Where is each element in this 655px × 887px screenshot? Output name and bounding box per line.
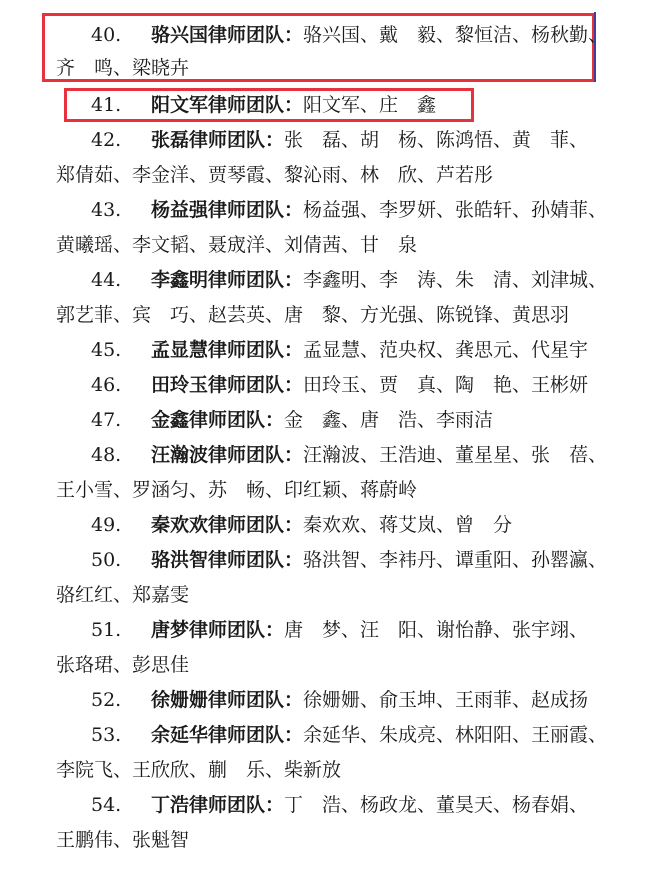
entry-number: 45. — [91, 339, 122, 361]
member-names: 黄曦瑶、李文韬、聂宬洋、刘倩茜、甘 泉 — [56, 234, 418, 256]
member-names: 余延华、朱成亮、林阳阳、王丽霞、 — [303, 724, 608, 746]
entry-line-46-a — [91, 368, 588, 402]
entry-line-43-b — [56, 228, 417, 262]
entry-number: 49. — [91, 514, 122, 536]
team-name: 杨益强律师团队： — [151, 199, 304, 221]
member-names: 金 鑫、唐 浩、李雨洁 — [284, 409, 494, 431]
team-name: 田玲玉律师团队： — [151, 374, 304, 396]
entry-number: 48. — [91, 444, 122, 466]
entry-number: 52. — [91, 689, 122, 711]
entry-number: 51. — [91, 619, 122, 641]
entry-number: 40. — [91, 24, 122, 46]
team-name: 唐梦律师团队： — [151, 619, 285, 641]
member-names: 徐姗姗、俞玉坤、王雨菲、赵成扬 — [303, 689, 589, 711]
entry-line-47-a — [91, 403, 493, 437]
entry-line-53-a — [91, 718, 607, 752]
team-name: 金鑫律师团队： — [151, 409, 285, 431]
member-names: 郑倩茹、李金洋、贾琴霞、黎沁雨、林 欣、芦若彤 — [56, 164, 494, 186]
entry-line-49-a — [91, 508, 512, 542]
entry-line-41-a — [91, 88, 436, 122]
member-names: 汪瀚波、王浩迪、董星星、张 蓓、 — [303, 444, 608, 466]
team-name: 骆兴国律师团队： — [151, 24, 304, 46]
member-names: 唐 梦、汪 阳、谢怡静、张宇翊、 — [284, 619, 589, 641]
entry-line-50-b — [56, 578, 189, 612]
entry-line-53-b — [56, 753, 341, 787]
team-name: 阳文军律师团队： — [151, 94, 304, 116]
member-names: 齐 鸣、梁晓卉 — [56, 57, 190, 79]
entry-line-48-a — [91, 438, 607, 472]
member-names: 丁 浩、杨政龙、董昊天、杨春娟、 — [284, 794, 589, 816]
team-name: 丁浩律师团队： — [151, 794, 285, 816]
member-names: 阳文军、庄 鑫 — [303, 94, 437, 116]
member-names: 李院飞、王欣欣、蒯 乐、柴新放 — [56, 759, 342, 781]
entry-line-44-b — [56, 298, 569, 332]
team-name: 秦欢欢律师团队： — [151, 514, 304, 536]
member-names: 张珞珺、彭思佳 — [56, 654, 190, 676]
entry-line-42-a — [91, 123, 588, 157]
team-name: 孟显慧律师团队： — [151, 339, 304, 361]
entry-number: 46. — [91, 374, 122, 396]
entry-line-40-b — [56, 51, 189, 85]
member-names: 李鑫明、李 涛、朱 清、刘津城、 — [303, 269, 608, 291]
member-names: 田玲玉、贾 真、陶 艳、王彬妍 — [303, 374, 589, 396]
entry-line-48-b — [56, 473, 417, 507]
entry-line-40-a — [91, 18, 607, 52]
entry-line-54-b — [56, 823, 189, 857]
entry-number: 41. — [91, 94, 122, 116]
entry-line-52-a — [91, 683, 588, 717]
entry-line-45-a — [91, 333, 588, 367]
member-names: 骆红红、郑嘉雯 — [56, 584, 190, 606]
entry-number: 47. — [91, 409, 122, 431]
entry-line-42-b — [56, 158, 493, 192]
member-names: 骆兴国、戴 毅、黎恒洁、杨秋勤、 — [303, 24, 608, 46]
entry-line-51-b — [56, 648, 189, 682]
member-names: 孟显慧、范央权、龚思元、代星宇 — [303, 339, 589, 361]
entry-line-44-a — [91, 263, 607, 297]
entry-line-51-a — [91, 613, 588, 647]
team-name: 李鑫明律师团队： — [151, 269, 304, 291]
entry-line-54-a — [91, 788, 588, 822]
member-names: 骆洪智、李袆丹、谭重阳、孙罂瀛、 — [303, 549, 608, 571]
entry-number: 54. — [91, 794, 122, 816]
team-name: 骆洪智律师团队： — [151, 549, 304, 571]
member-names: 张 磊、胡 杨、陈鸿悟、黄 菲、 — [284, 129, 589, 151]
entry-number: 43. — [91, 199, 122, 221]
member-names: 王鹏伟、张魁智 — [56, 829, 190, 851]
member-names: 秦欢欢、蒋艾岚、曾 分 — [303, 514, 513, 536]
team-name: 余延华律师团队： — [151, 724, 304, 746]
member-names: 王小雪、罗涵匀、苏 畅、印红颖、蒋蔚岭 — [56, 479, 418, 501]
entry-number: 53. — [91, 724, 122, 746]
entry-number: 42. — [91, 129, 122, 151]
member-names: 杨益强、李罗妍、张皓轩、孙婧菲、 — [303, 199, 608, 221]
team-name: 张磊律师团队： — [151, 129, 285, 151]
team-name: 徐姗姗律师团队： — [151, 689, 304, 711]
team-name: 汪瀚波律师团队： — [151, 444, 304, 466]
entry-line-43-a — [91, 193, 607, 227]
entry-number: 44. — [91, 269, 122, 291]
member-names: 郭艺菲、宾 巧、赵芸英、唐 黎、方光强、陈锐锋、黄思羽 — [56, 304, 570, 326]
entry-number: 50. — [91, 549, 122, 571]
entry-line-50-a — [91, 543, 607, 577]
